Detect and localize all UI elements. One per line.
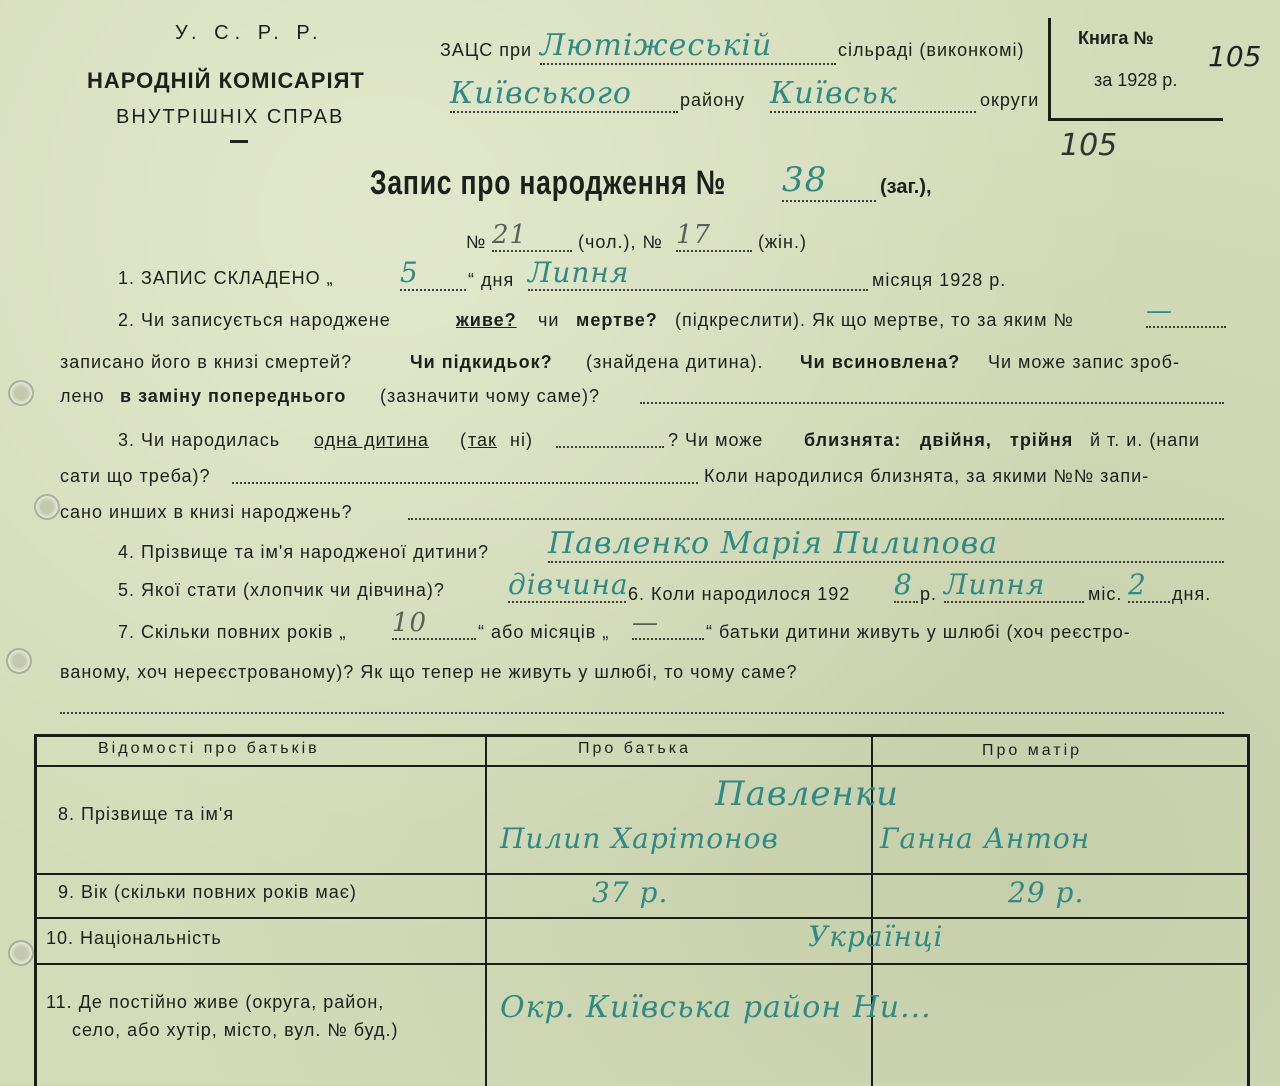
rayon-field: Київського [450,76,678,113]
male-no-label: № [466,232,487,252]
q3-line1-rest: й т. и. (напи [1090,430,1201,450]
q3-double: двійня, [920,430,992,450]
row-address-label-1: 11. Де постійно живе (округа, район, [46,992,385,1012]
zacs-suffix-label: сільраді (виконкомі) [838,40,1025,60]
q1-day-label: “ дня [468,270,515,290]
q4-answer: Павленко Марія Пилипова [548,526,1224,563]
q3-triple: трійня [1010,430,1074,450]
q6-day-label: дня. [1172,584,1212,604]
q2-adopted: Чи всиновлена? [800,352,961,372]
row-nationality-label: 10. Національність [46,928,222,948]
row-age-label: 9. Вік (скільки повних років має) [58,882,357,902]
q6-day: 2 [1128,568,1170,603]
female-label: (жін.) [758,232,807,252]
okrug-field: Київськ [770,76,976,113]
q3-line2-rest: Коли народилися близнята, за якими №№ запи- [704,466,1150,486]
q7-months: — [632,608,704,640]
commissariat-label: НАРОДНІЙ КОМІСАРІЯТ [87,68,365,93]
row-name-shared: Павленки [715,774,900,814]
q3-one-child: одна дитина [314,430,429,450]
q2-line2-start: записано його в книзі смертей? [60,352,353,372]
q7-months-label: “ або місяців „ [478,622,610,642]
department-label: ВНУТРІШНІХ СПРАВ [116,106,345,128]
q1-month: Липня [528,256,868,291]
q7-years: 10 [392,608,476,640]
punch-hole [8,380,34,406]
row-address-shared: Окр. Київська район Ни... [500,990,932,1025]
punch-hole [34,494,60,520]
q3-paren-open: ( [460,430,467,450]
republic-label: У. С. Р. Р. [175,22,324,44]
q4-label: 4. Прізвище та ім'я народженої дитини? [118,542,490,562]
q6-label: 6. Коли народилося 192 [628,584,851,604]
female-number: 17 [676,220,752,252]
book-number: 105 [1208,40,1262,73]
record-suffix: (заг.), [880,176,932,198]
q1-day: 5 [400,256,466,291]
zacs-label: ЗАЦС при [440,40,533,60]
okrug-label: округи [980,90,1040,110]
q7-line1-rest: “ батьки дитини живуть у шлюбі (хоч реєстро- [706,622,1131,642]
q7-answer-field [60,712,1224,714]
q6-month: Липня [944,568,1084,603]
rayon-label: району [680,90,746,110]
q7-line2: ваному, хоч нереєстрованому)? Як що тепер не живуть у шлюбі, то чому саме? [60,662,798,682]
q2-or: чи [538,310,560,330]
q2-line3-rest: (зазначити чому саме)? [380,386,600,406]
q6-month-label: міс. [1088,584,1123,604]
punch-hole [6,648,32,674]
q2-line3-start: лено [60,386,105,406]
row-age-father: 37 р. [592,876,669,909]
header-divider [230,140,248,143]
row-name-mother: Ганна Антон [880,822,1091,855]
q3-line3-field [408,518,1224,520]
q2-found-child: (знайдена дитина). [586,352,764,372]
row-name-label: 8. Прізвище та ім'я [58,804,235,824]
row-address-label-2: село, або хутір, місто, вул. № буд.) [72,1020,399,1040]
q2-line1-start: 2. Чи записується народжене [118,310,391,330]
q3-twins: близнята: [804,430,902,450]
q6-year-digit: 8 [894,568,918,603]
village-field: Лютіжеській [540,28,836,65]
q6-year-label: р. [920,584,938,604]
q1-month-label: місяця 1928 р. [872,270,1007,290]
record-title: Запис про народження № [370,164,727,202]
male-number: 21 [492,220,572,252]
q2-replacement-field [640,402,1224,404]
table-header-father: Про батька [578,740,691,757]
q2-alive: живе? [456,310,517,330]
table-header-info: Відомості про батьків [98,740,320,757]
q3-field [556,446,664,448]
q2-line2-rest: Чи може запис зроб- [988,352,1180,372]
punch-hole [8,940,34,966]
q3-line1-mid: ? Чи може [668,430,764,450]
book-year-label: за 1928 р. [1094,70,1178,90]
q3-line2-field [232,482,698,484]
q3-line1-start: 3. Чи народилась [118,430,281,450]
row-name-father: Пилип Харітонов [500,822,779,855]
q3-line3-start: сано инших в книзі народжень? [60,502,353,522]
book-label: Книга № [1078,28,1154,48]
q1-label: 1. ЗАПИС СКЛАДЕНО „ [118,268,334,288]
q5-label: 5. Якої стати (хлопчик чи дівчина)? [118,580,445,600]
q2-dead-number: — [1146,296,1226,328]
record-number: 38 [782,160,876,202]
q2-foundling: Чи підкидьок? [410,352,553,372]
row-nationality-shared: Українці [808,920,944,953]
q7-line1-start: 7. Скільки повних років „ [118,622,347,642]
margin-number: 105 [1060,128,1118,163]
q2-line1-rest: (підкреслити). Як що мертве, то за яким № [675,310,1074,330]
q2-dead: мертве? [576,310,658,330]
q3-line2-start: сати що треба)? [60,466,211,486]
row-age-mother: 29 р. [1008,876,1085,909]
q3-yes: так [468,430,497,450]
q2-replacement: в заміну попереднього [120,386,347,406]
table-header-mother: Про матір [982,742,1083,759]
q3-paren-close: ні) [510,430,533,450]
q5-answer: дівчина [508,568,629,601]
male-label: (чол.), № [578,232,663,252]
